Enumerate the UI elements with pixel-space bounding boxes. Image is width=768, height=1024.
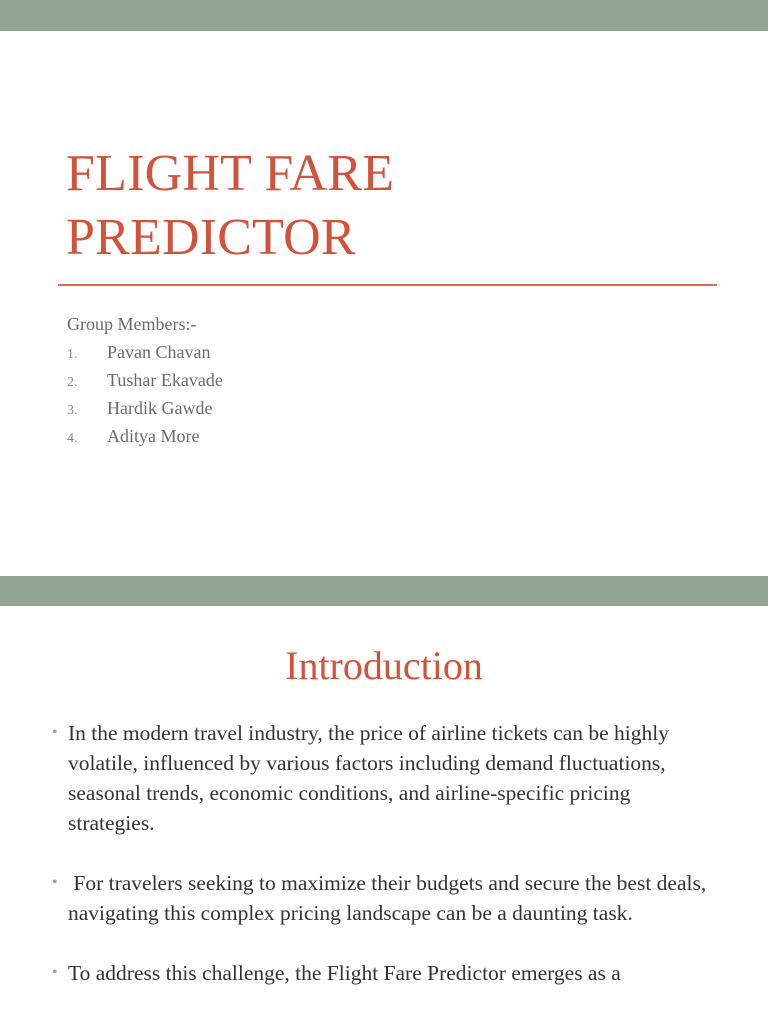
member-item: [67, 422, 223, 450]
member-item: [67, 338, 223, 366]
bullet-text: In the modern travel industry, the price of airline tickets can be highly volatile, influenced by various factors including demand fluctuations, seasonal trends, economic conditions, and airline-specific pricing strategies.: [68, 721, 670, 835]
title-line-2: PREDICTOR: [66, 209, 356, 266]
bullet-text: To address this challenge, the Flight Fare Predictor emerges as a: [68, 961, 621, 985]
member-number: 1.: [67, 347, 78, 362]
group-members: [67, 310, 223, 450]
member-item: [67, 366, 223, 394]
slide2-title: Introduction: [285, 643, 483, 688]
bullet-icon: •: [52, 964, 58, 981]
slide1-top-band: [0, 0, 768, 31]
title-line-1: FLIGHT FARE: [66, 145, 395, 202]
member-name: Hardik Gawde: [107, 398, 213, 418]
bullet-text: For travelers seeking to maximize their budgets and secure the best deals, navigating this complex pricing landscape can be a daunting task.: [68, 871, 712, 925]
bullet-item: [52, 718, 712, 838]
member-number: 3.: [67, 403, 78, 418]
member-number: 4.: [67, 431, 78, 446]
slide2-top-band: [0, 576, 768, 606]
slide1-title: [66, 142, 706, 270]
bullet-icon: •: [52, 724, 58, 741]
bullet-item: [52, 868, 712, 928]
bullet-icon: •: [52, 874, 58, 891]
member-name: Pavan Chavan: [107, 342, 211, 362]
title-divider: [58, 284, 717, 286]
member-number: 2.: [67, 375, 78, 390]
bullet-item: [52, 958, 712, 988]
members-list: [67, 338, 223, 450]
intro-bullets: [52, 718, 712, 1018]
members-label: Group Members:-: [67, 314, 197, 334]
member-name: Aditya More: [107, 426, 200, 446]
member-name: Tushar Ekavade: [107, 370, 223, 390]
member-item: [67, 394, 223, 422]
